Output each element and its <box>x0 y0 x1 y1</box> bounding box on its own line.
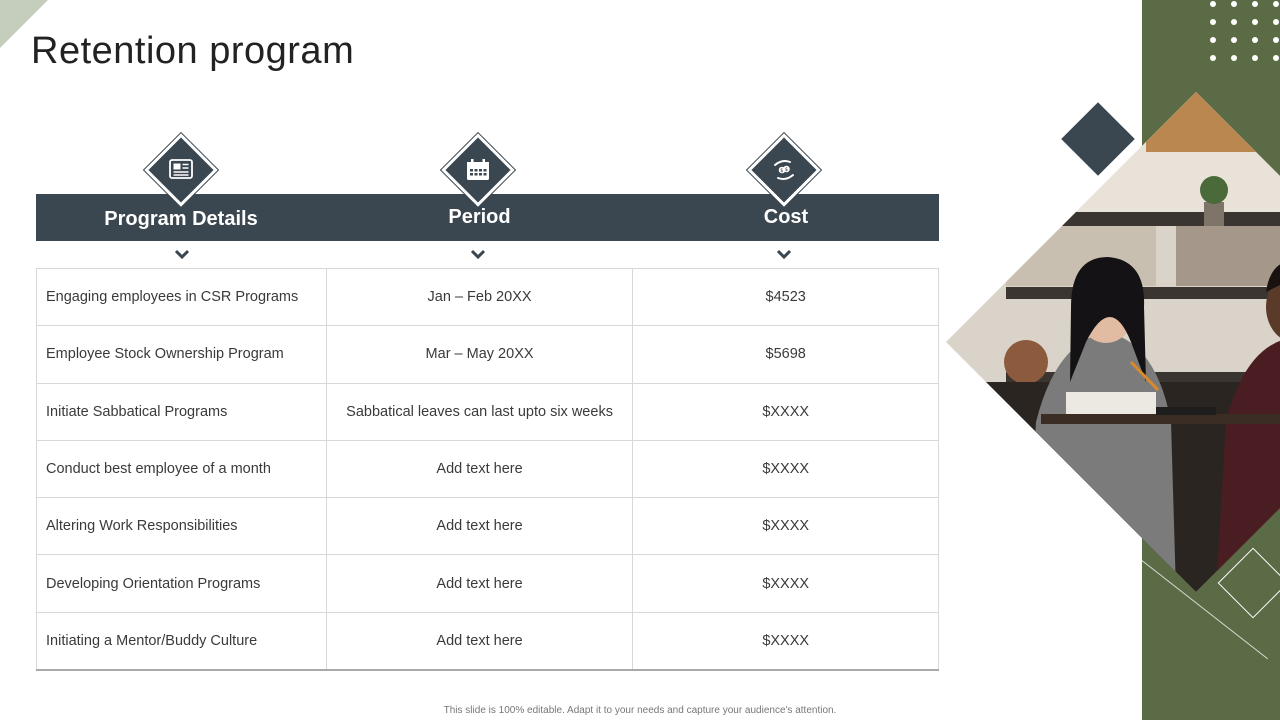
dot-pattern <box>1206 0 1280 62</box>
table-header-bar <box>36 194 939 241</box>
table-row <box>37 612 939 669</box>
column-header-period: Period <box>448 206 511 228</box>
svg-text:$: $ <box>780 168 784 174</box>
decorative-dot <box>1231 37 1237 43</box>
period-cell: Add text here <box>326 555 633 612</box>
chevron-down-icon <box>175 249 189 259</box>
cost-cell: $XXXX <box>633 383 939 440</box>
period-cell: Mar – May 20XX <box>326 326 633 383</box>
period-cell: Jan – Feb 20XX <box>326 269 633 326</box>
decorative-dot <box>1273 37 1279 43</box>
calendar-icon <box>452 144 504 196</box>
decorative-dot <box>1210 37 1216 43</box>
team-photo <box>946 92 1280 592</box>
chevron-down-icon <box>471 249 485 259</box>
cost-cell: $XXXX <box>633 555 939 612</box>
page-title: Retention program <box>31 30 355 72</box>
cost-cell: $4523 <box>633 269 939 326</box>
table-row <box>37 498 939 555</box>
period-cell: Add text here <box>326 440 633 497</box>
program-cell: Developing Orientation Programs <box>37 555 327 612</box>
table-row <box>37 555 939 612</box>
program-cell: Engaging employees in CSR Programs <box>37 269 327 326</box>
period-cell: Sabbatical leaves can last upto six weeks <box>326 383 633 440</box>
decorative-dot <box>1273 1 1279 7</box>
decorative-dot <box>1210 1 1216 7</box>
program-cell: Employee Stock Ownership Program <box>37 326 327 383</box>
decorative-dot <box>1252 19 1258 25</box>
cost-cell: $XXXX <box>633 440 939 497</box>
chevron-down-icon <box>777 249 791 259</box>
retention-table <box>36 268 939 671</box>
cost-cell: $XXXX <box>633 498 939 555</box>
decorative-dot <box>1231 1 1237 7</box>
footnote: This slide is 100% editable. Adapt it to your needs and capture your audience's attention. <box>443 705 837 716</box>
decorative-dot <box>1252 37 1258 43</box>
decorative-dot <box>1273 55 1279 61</box>
decorative-dot <box>1210 55 1216 61</box>
table-row <box>37 383 939 440</box>
period-cell: Add text here <box>326 498 633 555</box>
hand-coins-icon <box>758 144 810 196</box>
column-header-program-details: Program Details <box>104 208 258 230</box>
decorative-dot <box>1231 19 1237 25</box>
program-cell: Altering Work Responsibilities <box>37 498 327 555</box>
table-row <box>37 326 939 383</box>
column-header-cost: Cost <box>763 206 809 228</box>
decorative-dot <box>1252 1 1258 7</box>
decorative-dot <box>1273 19 1279 25</box>
decorative-dot <box>1252 55 1258 61</box>
cost-cell: $5698 <box>633 326 939 383</box>
decorative-dot <box>1231 55 1237 61</box>
period-cell: Add text here <box>326 612 633 669</box>
table-row <box>37 440 939 497</box>
svg-text:$: $ <box>784 167 788 173</box>
program-cell: Initiate Sabbatical Programs <box>37 383 327 440</box>
decorative-dot <box>1210 19 1216 25</box>
newspaper-icon <box>155 144 207 196</box>
program-cell: Conduct best employee of a month <box>37 440 327 497</box>
cost-cell: $XXXX <box>633 612 939 669</box>
program-cell: Initiating a Mentor/Buddy Culture <box>37 612 327 669</box>
table-row <box>37 269 939 326</box>
